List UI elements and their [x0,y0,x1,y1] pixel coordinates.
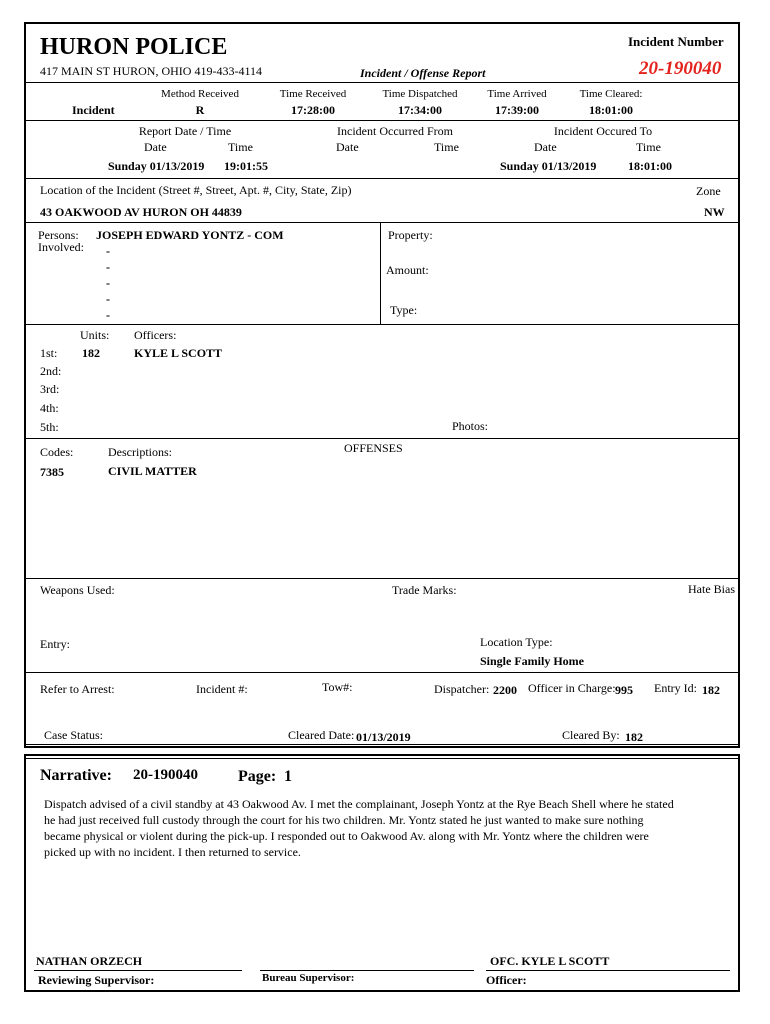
entry-id-value: 182 [702,683,720,697]
tow-label: Tow#: [322,680,353,694]
report-date: Sunday 01/13/2019 [108,159,205,173]
unit-1: 182 [82,346,100,360]
time-arrived-label: Time Arrived [487,88,547,100]
from-date-col-label: Date [336,140,359,154]
narrative-number: 20-190040 [133,767,198,783]
photos-label: Photos: [452,419,489,433]
person-3-dash: - [106,260,110,274]
time-arrived: 17:39:00 [495,103,539,117]
cleared-by-label: Cleared By: [562,728,620,742]
narrative-line-4: picked up with no incident. I then returned to service. [44,845,301,859]
persons-divider [24,324,740,325]
location-type-label: Location Type: [480,635,553,649]
time-dispatched-label: Time Dispatched [382,88,458,100]
zone-label: Zone [696,184,721,198]
person-2-dash: - [106,244,110,258]
location-value: 43 OAKWOOD AV HURON OH 44839 [40,205,242,219]
entry-label: Entry: [40,637,70,651]
incident-number: 20-190040 [639,58,722,79]
officer-name: OFC. KYLE L SCOTT [490,954,610,968]
trade-marks-label: Trade Marks: [392,583,457,597]
method-received-label: Method Received [161,88,239,100]
refer-to-arrest-label: Refer to Arrest: [40,682,115,696]
occurred-from-label: Incident Occurred From [337,124,453,138]
unit-row-4-label: 4th: [40,401,59,415]
time-cleared-label: Time Cleared: [579,88,643,100]
person-4-dash: - [106,276,110,290]
entry-id-label: Entry Id: [654,681,697,695]
property-label: Property: [388,228,433,242]
time-cleared: 18:01:00 [589,103,633,117]
incident-no-label: Incident #: [196,682,248,696]
cleared-by-value: 182 [625,730,643,744]
header-divider [24,82,740,83]
persons-label-2: Involved: [38,240,84,254]
supervisor-signature-line [34,970,242,971]
units-label: Units: [80,328,110,342]
person-6-dash: - [106,308,110,322]
officer-label: Officer: [486,973,527,987]
narrative-label: Narrative: [40,767,112,784]
officer-signature-line [486,970,730,971]
from-time-col-label: Time [434,140,459,154]
zone-value: NW [704,205,725,219]
dispatcher-label: Dispatcher: [434,682,490,696]
to-date: Sunday 01/13/2019 [500,159,597,173]
report-time-col-label: Time [228,140,253,154]
report-date-label: Report Date / Time [138,124,232,138]
offenses-title: OFFENSES [344,441,403,455]
narrative-frame-inner [24,758,740,759]
bureau-signature-line [260,970,474,971]
agency-title: HURON POLICE [40,34,228,60]
offense-description: CIVIL MATTER [108,464,197,478]
occurred-to-label: Incident Occured To [553,124,653,138]
location-type: Single Family Home [480,654,584,668]
cleared-date-label: Cleared Date: [288,728,355,742]
entry-divider [24,672,740,673]
descriptions-label: Descriptions: [108,445,172,459]
method-received: R [195,103,205,117]
type-label: Type: [390,303,418,317]
to-date-col-label: Date [534,140,557,154]
dispatcher-value: 2200 [493,683,517,697]
weapons-label: Weapons Used: [40,583,115,597]
amount-label: Amount: [386,263,429,277]
supervisor-name: NATHAN ORZECH [36,954,143,968]
incident-number-label: Incident Number [628,34,724,49]
incident-label: Incident [72,103,115,117]
officer-in-charge-value: 995 [615,683,633,697]
person-1: JOSEPH EDWARD YONTZ - COM [96,228,284,242]
narrative-line-3: became physical or violent during the pick-up. I responded out to Oakwood Av. along with Mr. Yontz where the children were [44,829,649,843]
location-label: Location of the Incident (Street #, Street, Apt. #, City, State, Zip) [40,183,352,197]
bureau-supervisor-label: Bureau Supervisor: [262,972,355,984]
report-date-col-label: Date [144,140,167,154]
cleared-date-value: 01/13/2019 [356,730,411,744]
report-time: 19:01:55 [224,159,268,173]
unit-row-2-label: 2nd: [40,364,62,378]
officers-label: Officers: [134,328,177,342]
units-divider [24,438,740,439]
officer-in-charge-label: Officer in Charge: [528,681,616,695]
report-type: Incident / Offense Report [360,66,486,80]
times-divider [24,120,740,121]
time-received: 17:28:00 [291,103,335,117]
persons-property-divider [380,222,381,324]
narrative-page-number: 1 [284,768,292,785]
time-received-label: Time Received [279,88,347,100]
time-dispatched: 17:34:00 [398,103,442,117]
hate-bias-label: Hate Bias [688,582,735,596]
to-time-col-label: Time [636,140,661,154]
narrative-page-label: Page: [238,768,277,785]
location-divider [24,222,740,223]
reviewing-supervisor-label: Reviewing Supervisor: [38,973,155,987]
unit-row-5-label: 5th: [40,420,59,434]
person-5-dash: - [106,292,110,306]
offenses-divider [24,578,740,579]
narrative-line-2: he had just received full custody through the court for his two children. Mr. Yontz stated he just wanted to make sure nothing [44,813,644,827]
unit-row-1-label: 1st: [40,346,58,360]
agency-address: 417 MAIN ST HURON, OHIO 419-433-4114 [40,64,262,78]
officer-1: KYLE L SCOTT [134,346,223,360]
unit-row-3-label: 3rd: [40,382,60,396]
codes-label: Codes: [40,445,74,459]
to-time: 18:01:00 [628,159,672,173]
dates-divider [24,178,740,179]
offense-code: 7385 [40,465,64,479]
case-status-label: Case Status: [44,728,103,742]
persons-label: Persons: [38,228,79,242]
narrative-line-1: Dispatch advised of a civil standby at 43 Oakwood Av. I met the complainant, Joseph Yontz at the Rye Beach Shell where he stated [44,797,674,811]
